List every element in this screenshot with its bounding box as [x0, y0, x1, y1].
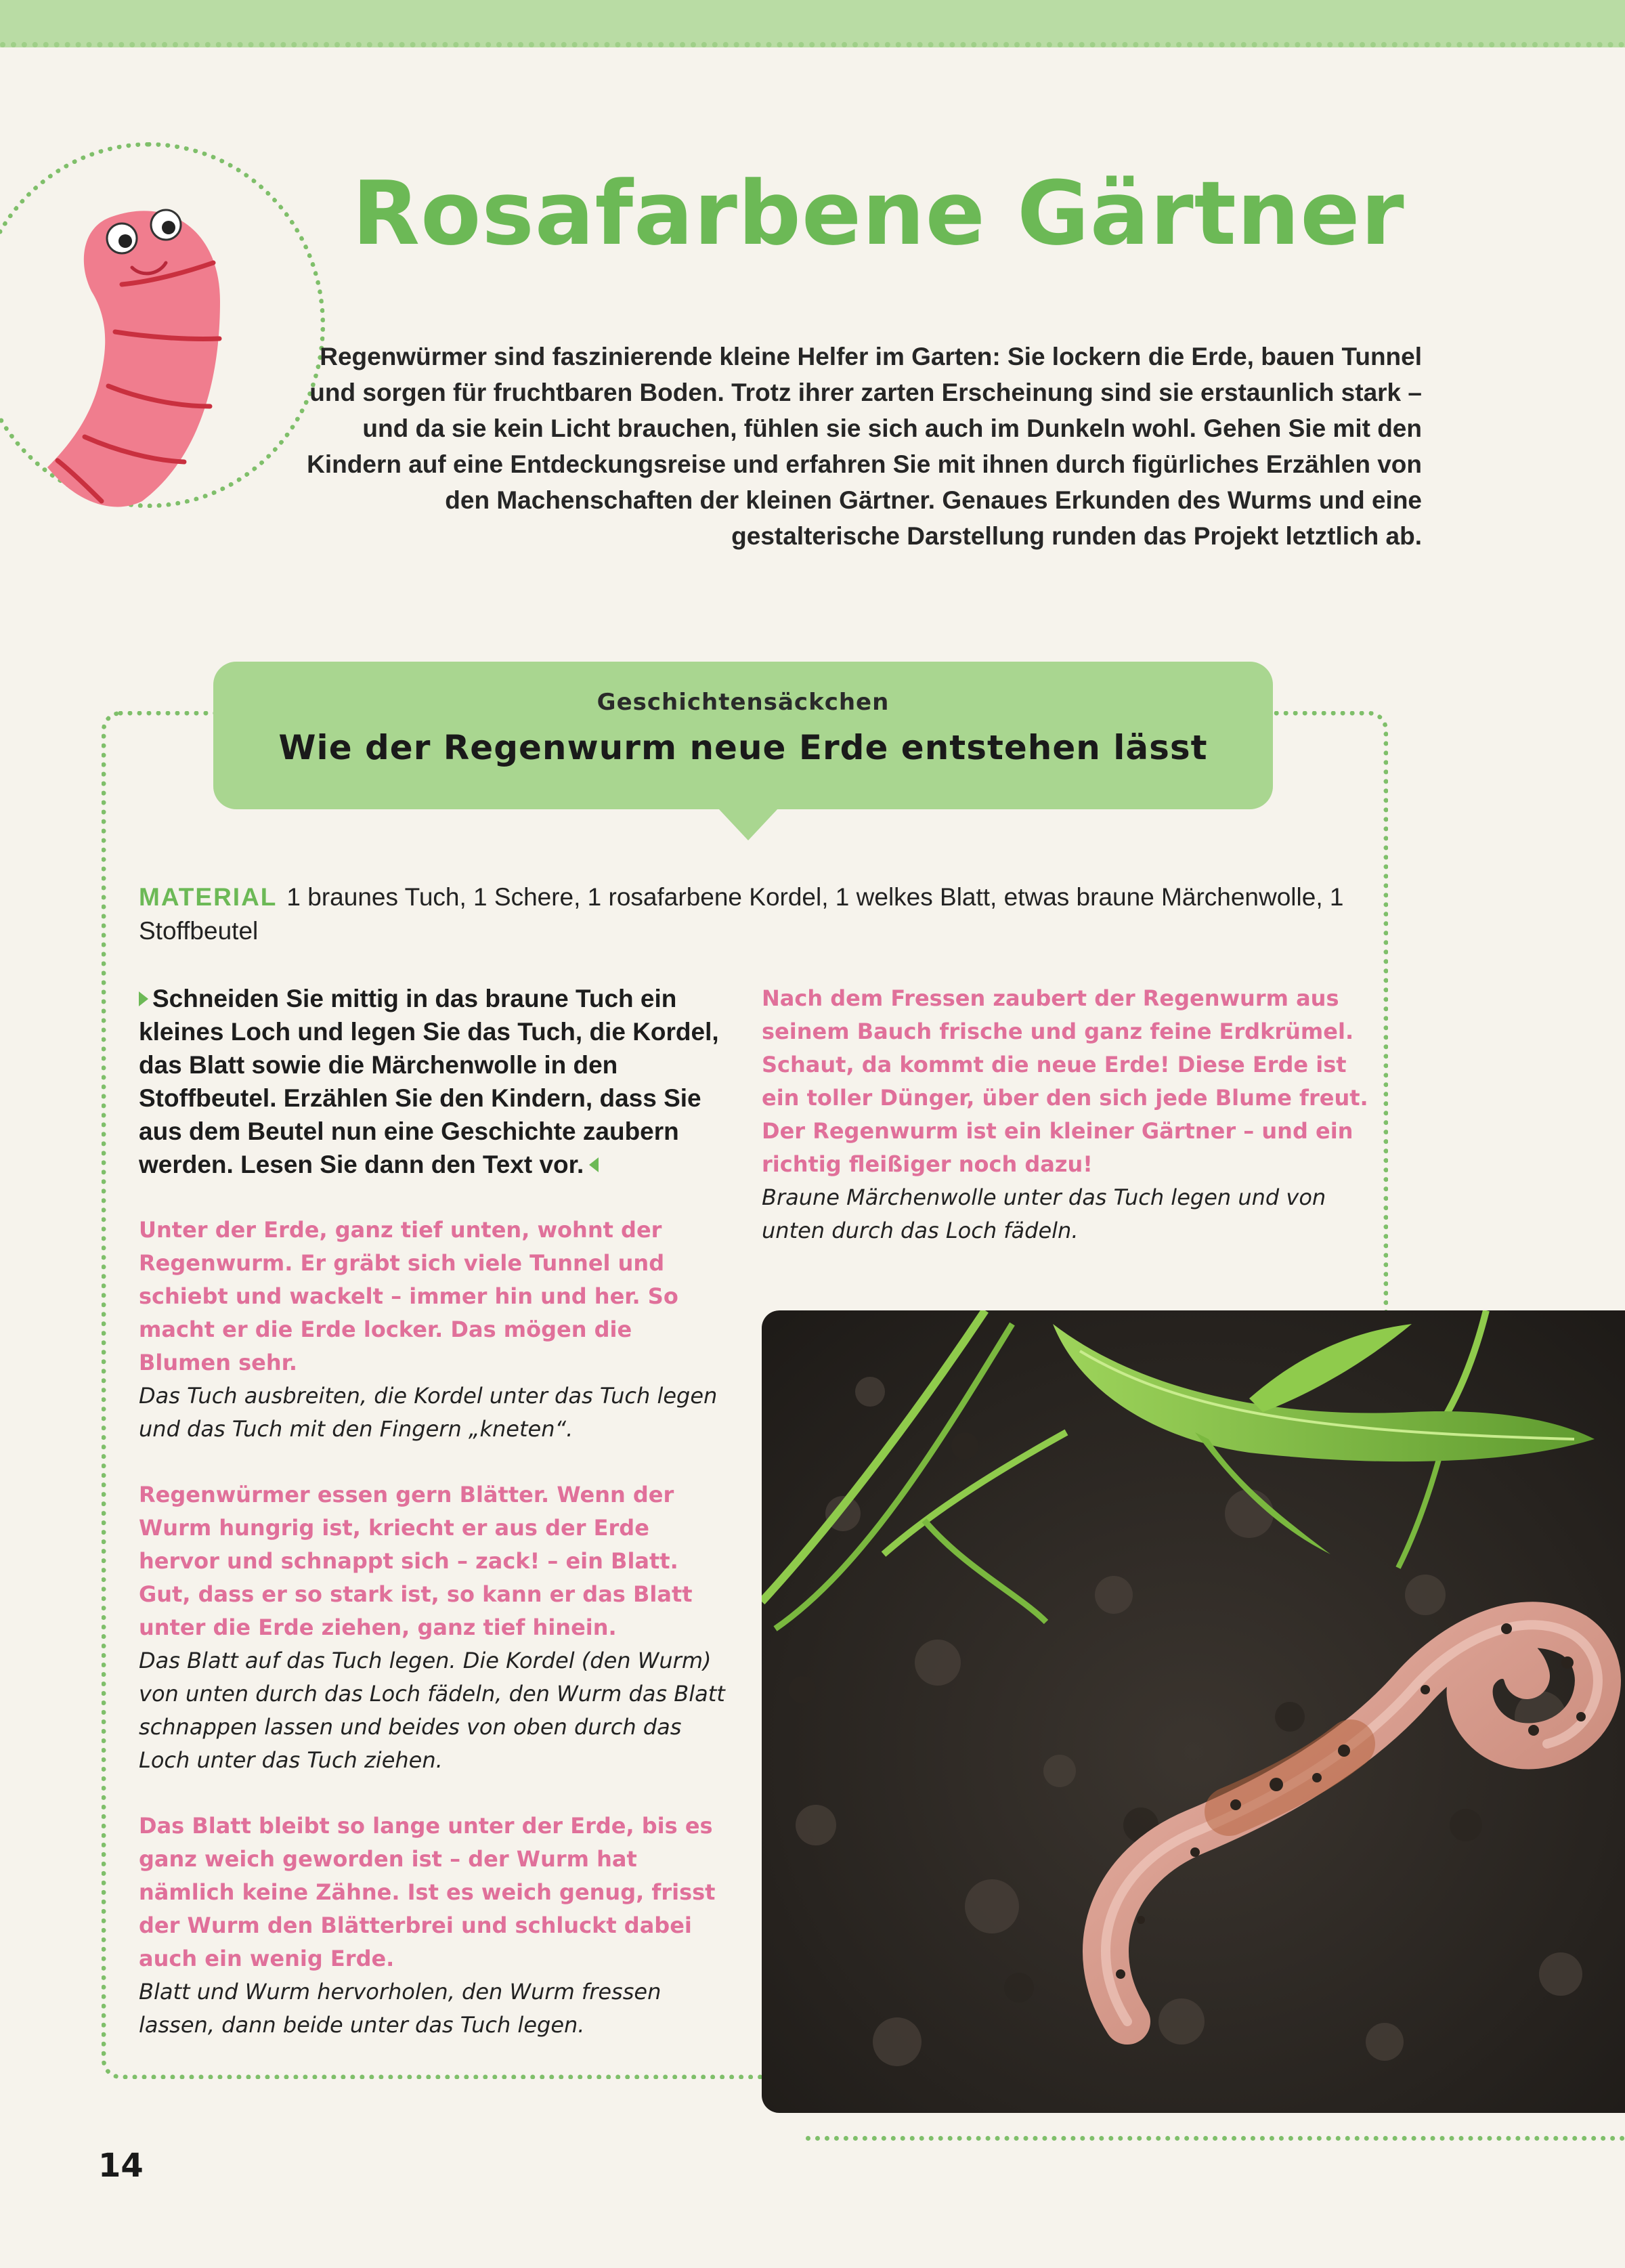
material-text: 1 braunes Tuch, 1 Schere, 1 rosafarbene Kordel, 1 welkes Blatt, etwas braune Märchenwolle, 1 Stoffbeutel: [139, 883, 1344, 945]
page-number: 14: [98, 2147, 144, 2185]
right-column: [762, 982, 1371, 1247]
story-text: Nach dem Fressen zaubert der Regenwurm aus seinem Bauch frische und ganz feine Erdkrümel. Schaut, da kommt die neue Erde! Diese Erde ist ein toller Dünger, über den sich jede Blume freut. Der Regenwurm ist ein kleiner Gärtner – und ein richtig fleißiger noch dazu!: [762, 985, 1368, 1177]
action-text: Das Blatt auf das Tuch legen. Die Kordel (den Wurm) von unten durch das Loch fädeln, den Wurm das Blatt schnappen lassen und beides von oben durch das Loch unter das Tuch ziehen.: [139, 1648, 725, 1773]
left-column: [139, 982, 728, 2074]
page-title: Rosafarbene Gärtner: [352, 162, 1405, 265]
story-block: [139, 1214, 728, 1446]
material-label: MATERIAL: [139, 883, 278, 911]
instruction-text: Schneiden Sie mittig in das braune Tuch ein kleines Loch und legen Sie das Tuch, die Kordel, das Blatt sowie die Märchenwolle in den Stoffbeutel. Erzählen Sie den Kindern, dass Sie aus dem Beutel nun eine Geschichte zaubern werden. Lesen Sie dann den Text vor.: [139, 985, 719, 1178]
story-text: Regenwürmer essen gern Blätter. Wenn der Wurm hungrig ist, kriecht er aus der Erde hervor und schnappt sich – zack! – ein Blatt. Gut, dass er so stark ist, so kann er das Blatt unter die Erde ziehen, ganz tief hinein.: [139, 1482, 693, 1640]
frame-dotted-line: [806, 2136, 1625, 2141]
banner-pointer: [718, 808, 779, 840]
earthworm-photo: [762, 1310, 1625, 2113]
story-block: [139, 1478, 728, 1777]
triangle-right-icon: [139, 991, 148, 1006]
action-text: Blatt und Wurm hervorholen, den Wurm fressen lassen, dann beide unter das Tuch legen.: [139, 1979, 662, 2038]
banner-title: Wie der Regenwurm neue Erde entstehen lässt: [278, 728, 1208, 767]
story-banner: [213, 662, 1273, 809]
instruction-block: [139, 982, 728, 1181]
action-text: Das Tuch ausbreiten, die Kordel unter das Tuch legen und das Tuch mit den Fingern „kneten“.: [139, 1383, 718, 1442]
story-text: Das Blatt bleibt so lange unter der Erde, bis es ganz weich geworden ist – der Wurm hat nämlich keine Zähne. Ist es weich genug, frisst der Wurm den Blätterbrei und schluckt dabei auch ein wenig Erde.: [139, 1813, 716, 1971]
banner-subtitle: Geschichtensäckchen: [597, 689, 890, 716]
story-block: [139, 1810, 728, 2042]
intro-paragraph: Regenwürmer sind faszinierende kleine Helfer im Garten: Sie lockern die Erde, bauen Tunnel und sorgen für fruchtbaren Boden. Trotz ihrer zarten Erscheinung sind sie erstaunlich stark – und da sie kein Licht brauchen, fühlen sie sich auch im Dunkeln wohl. Gehen Sie mit den Kindern auf eine Entdeckungsreise und erfahren Sie mit ihnen durch figürliches Erzählen von den Machenschaften der kleinen Gärtner. Genaues Erkunden des Wurms und eine gestalterische Darstellung runden das Projekt letztlich ab.: [307, 343, 1422, 550]
top-decorative-band: [0, 0, 1625, 47]
material-list: [139, 880, 1371, 948]
story-text: Unter der Erde, ganz tief unten, wohnt der Regenwurm. Er gräbt sich viele Tunnel und schiebt und wackelt – immer hin und her. So macht er die Erde locker. Das mögen die Blumen sehr.: [139, 1217, 678, 1375]
worm-mascot-icon: [27, 183, 251, 515]
action-text: Braune Märchenwolle unter das Tuch legen und von unten durch das Loch fädeln.: [762, 1184, 1326, 1243]
triangle-left-icon: [589, 1157, 599, 1172]
